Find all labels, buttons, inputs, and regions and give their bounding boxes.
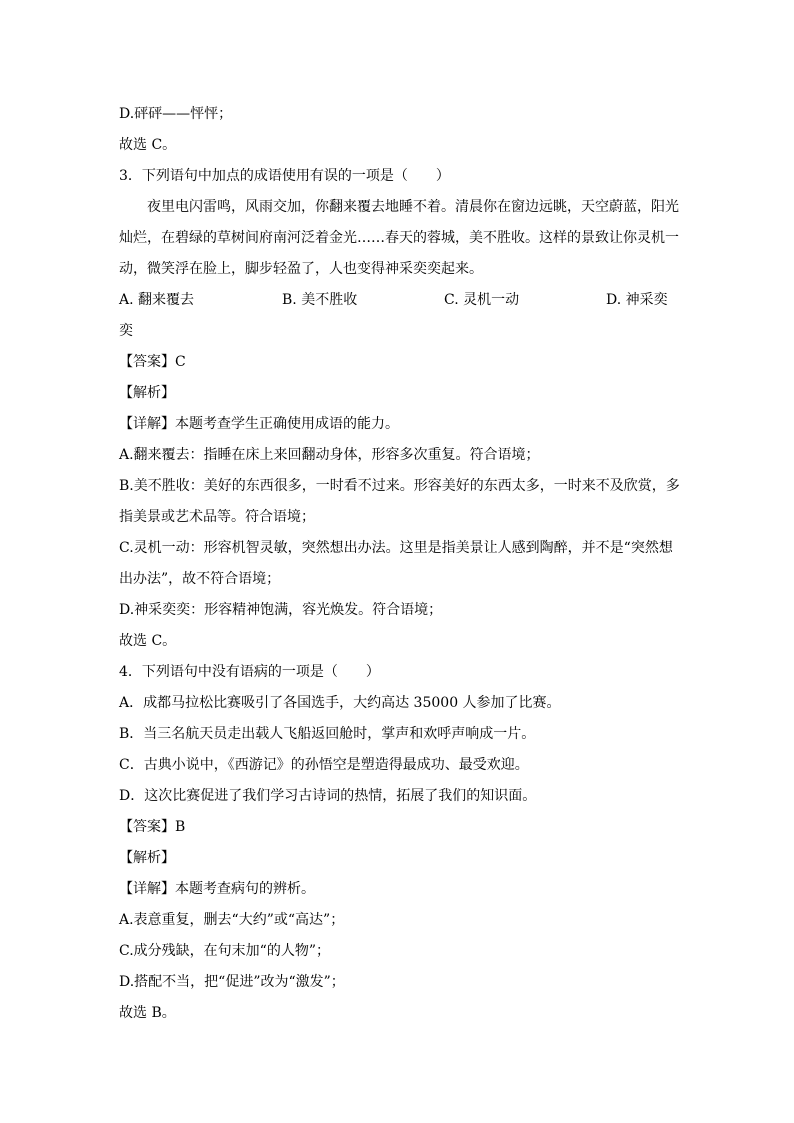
passage-line: 夜里电闪雷鸣，风雨交加，你翻来覆去地睡不着。清晨你在窗边远眺，天空蔚蓝，阳光: [147, 199, 679, 215]
q4-option-b: B．当三名航天员走出载人飞船返回舱时，掌声和欢呼声响成一片。: [119, 726, 536, 742]
explanation-c-cont: 出办法”，故不符合语境；: [119, 571, 281, 587]
conclusion: 故选 B。: [119, 1005, 176, 1021]
explanation-d: D.神采奕奕：形容精神饱满，容光焕发。符合语境；: [119, 602, 443, 618]
option-c: C. 灵机一动: [444, 292, 520, 308]
question-3-stem: 3．下列语句中加点的成语使用有误的一项是（ ）: [119, 168, 450, 184]
option-b: B. 美不胜收: [282, 292, 358, 308]
answer-label: 【答案】B: [119, 819, 186, 835]
option-a: A. 翻来覆去: [119, 292, 195, 308]
answer-label: 【答案】C: [119, 354, 186, 370]
option-d-wrap: 奕: [119, 323, 133, 339]
option-d: D. 神采奕: [606, 292, 668, 308]
explanation-c: C.成分残缺，在句末加“的人物”；: [119, 943, 330, 959]
explanation-b: B.美不胜收：美好的东西很多，一时看不过来。形容美好的东西太多，一时来不及欣赏，多: [119, 478, 680, 494]
text-line: 故选 C。: [119, 137, 177, 153]
passage-line: 灿烂，在碧绿的草树间府南河泛着金光……春天的蓉城，美不胜收。这样的景致让你灵机一: [119, 230, 679, 246]
explanation-c: C.灵机一动：形容机智灵敏，突然想出办法。这里是指美景让人感到陶醉，并不是“突然想: [119, 540, 673, 556]
analysis-label: 【解析】: [119, 850, 175, 866]
explanation-a: A.表意重复，删去“大约”或“高达”；: [119, 912, 345, 928]
q4-option-a: A．成都马拉松比赛吸引了各国选手，大约高达 35000 人参加了比赛。: [119, 695, 561, 711]
q4-option-d: D．这次比赛促进了我们学习古诗词的热情，拓展了我们的知识面。: [119, 788, 537, 804]
conclusion: 故选 C。: [119, 633, 177, 649]
explanation-d: D.搭配不当，把“促进”改为“激发”；: [119, 974, 345, 990]
detail-line: 【详解】本题考查学生正确使用成语的能力。: [119, 416, 399, 432]
question-4-stem: 4．下列语句中没有语病的一项是（ ）: [119, 664, 380, 680]
text-line: D.砰砰——怦怦；: [119, 106, 233, 122]
explanation-b-cont: 指美景或艺术品等。符合语境；: [119, 509, 315, 525]
explanation-a: A.翻来覆去：指睡在床上来回翻动身体，形容多次重复。符合语境；: [119, 447, 540, 463]
passage-line: 动，微笑浮在脸上，脚步轻盈了，人也变得神采奕奕起来。: [119, 261, 483, 277]
detail-line: 【详解】本题考查病句的辨析。: [119, 881, 315, 897]
q4-option-c: C．古典小说中，《西游记》的孙悟空是塑造得最成功、最受欢迎。: [119, 757, 529, 773]
analysis-label: 【解析】: [119, 385, 175, 401]
